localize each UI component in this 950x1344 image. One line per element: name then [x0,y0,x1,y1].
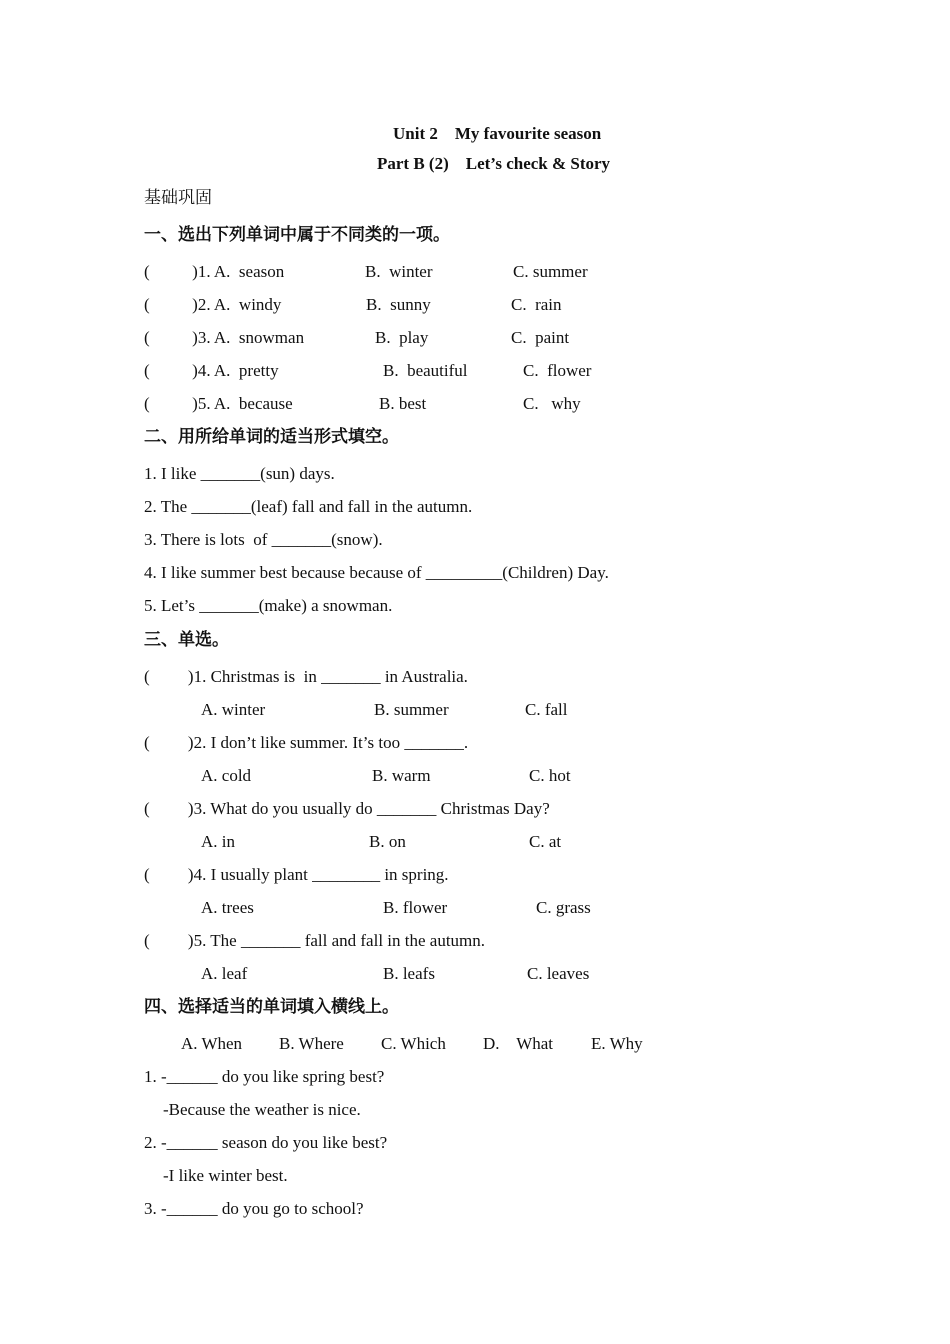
question-stem: ( )1. Christmas is in _______ in Australia. [144,667,468,686]
option-b: B. flower [383,898,448,917]
question-line: 3. -______ do you go to school? [144,1199,364,1218]
section-2-heading: 二、用所给单词的适当形式填空。 [144,427,399,447]
page-subtitle: Part B (2) Let’s check & Story [377,154,611,173]
section-3-heading: 三、单选。 [144,630,229,650]
word-option: C. Which [381,1034,446,1053]
list-item: 1. I like _______(sun) days. [144,464,335,483]
option-c: C. grass [536,898,591,917]
section-4-heading: 四、选择适当的单词填入横线上。 [144,997,399,1017]
option-a: A. winter [201,700,266,719]
word-option: B. Where [279,1034,344,1053]
question-stem: ( )2. A. windy [144,295,282,314]
option-c: C. paint [511,328,570,347]
option-b: B. beautiful [383,361,468,380]
option-c: C. at [529,832,562,851]
list-item: 4. I like summer best because because of _________(Children) Day. [144,563,609,582]
section-label: 基础巩固 [144,188,212,208]
list-item: 2. The _______(leaf) fall and fall in the autumn. [144,497,473,516]
question-stem: ( )5. The _______ fall and fall in the autumn. [144,931,486,950]
word-option: E. Why [591,1034,643,1053]
question-stem: ( )1. A. season [144,262,285,281]
option-a: A. in [201,832,235,851]
question-stem: ( )2. I don’t like summer. It’s too _______. [144,733,469,752]
option-b: B. winter [365,262,433,281]
option-b: B. on [369,832,406,851]
word-option: A. When [181,1034,243,1053]
page-title: Unit 2 My favourite season [393,124,602,143]
option-c: C. summer [513,262,588,281]
option-b: B. summer [374,700,449,719]
question-stem: ( )4. A. pretty [144,361,279,380]
question-line: 2. -______ season do you like best? [144,1133,388,1152]
option-c: C. why [523,394,581,413]
option-b: B. play [375,328,429,347]
question-stem: ( )3. A. snowman [144,328,305,347]
option-c: C. leaves [527,964,590,983]
option-b: B. leafs [383,964,435,983]
word-option: D. What [483,1034,554,1053]
option-b: B. warm [372,766,431,785]
option-a: A. leaf [201,964,248,983]
question-stem: ( )5. A. because [144,394,293,413]
option-c: C. flower [523,361,592,380]
answer-line: -Because the weather is nice. [163,1100,361,1119]
option-c: C. hot [529,766,571,785]
option-b: B. sunny [366,295,431,314]
section-1-heading: 一、选出下列单词中属于不同类的一项。 [144,225,450,245]
list-item: 5. Let’s _______(make) a snowman. [144,596,393,615]
question-stem: ( )3. What do you usually do _______ Christmas Day? [144,799,550,818]
answer-line: -I like winter best. [163,1166,288,1185]
question-line: 1. -______ do you like spring best? [144,1067,385,1086]
option-a: A. cold [201,766,252,785]
list-item: 3. There is lots of _______(snow). [144,530,383,549]
option-a: A. trees [201,898,254,917]
option-c: C. fall [525,700,568,719]
question-stem: ( )4. I usually plant ________ in spring. [144,865,449,884]
option-b: B. best [379,394,427,413]
option-c: C. rain [511,295,562,314]
